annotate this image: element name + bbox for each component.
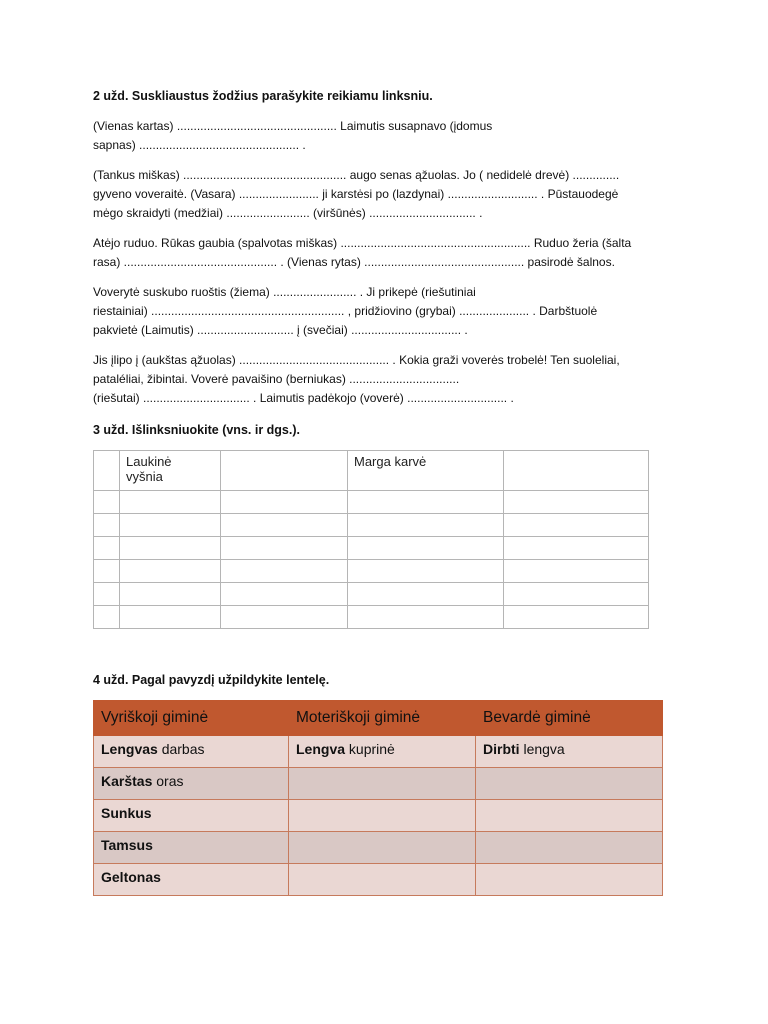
text-line: (riešutai) ................................ . Laimutis padėkojo (voverė) .............................. .: [93, 391, 514, 405]
table-row: [94, 800, 663, 832]
declension-blank-cell[interactable]: [94, 537, 120, 560]
exercise-2-paragraph: [93, 117, 683, 155]
declension-header-cell: Laukinė vyšnia: [120, 451, 221, 491]
declension-blank-cell[interactable]: [221, 491, 348, 514]
declension-header-row: [94, 451, 649, 491]
gender-blank-cell[interactable]: [476, 864, 663, 896]
gender-blank-cell[interactable]: [289, 832, 476, 864]
gender-cell: [476, 736, 663, 768]
gender-blank-cell[interactable]: [289, 864, 476, 896]
gender-blank-cell[interactable]: [476, 800, 663, 832]
declension-blank-cell[interactable]: [504, 606, 649, 629]
cell-keyword: Karštas: [101, 773, 153, 789]
column-neuter: Bevardė giminė: [476, 701, 663, 736]
cell-keyword: Geltonas: [101, 869, 161, 885]
table-row: [94, 491, 649, 514]
declension-blank-cell[interactable]: [348, 606, 504, 629]
gender-table: [93, 700, 663, 896]
declension-table: [93, 450, 649, 629]
declension-blank-cell[interactable]: [94, 560, 120, 583]
declension-header-cell: [94, 451, 120, 491]
declension-blank-cell[interactable]: [504, 491, 649, 514]
text-line: pataléliai, žibintai. Voverė pavaišino (berniukas) .................................: [93, 372, 460, 386]
declension-blank-cell[interactable]: [94, 583, 120, 606]
declension-blank-cell[interactable]: [120, 606, 221, 629]
table-row: [94, 537, 649, 560]
table-row: [94, 736, 663, 768]
declension-blank-cell[interactable]: [504, 560, 649, 583]
gender-cell: [289, 736, 476, 768]
declension-blank-cell[interactable]: [94, 514, 120, 537]
declension-blank-cell[interactable]: [504, 514, 649, 537]
table-row: [94, 832, 663, 864]
table-row: [94, 864, 663, 896]
exercise-4-heading: 4 užd. Pagal pavyzdį užpildykite lentelę.: [93, 673, 330, 687]
cell-keyword: Dirbti: [483, 741, 520, 757]
declension-blank-cell[interactable]: [94, 491, 120, 514]
declension-blank-cell[interactable]: [221, 606, 348, 629]
declension-blank-cell[interactable]: [221, 537, 348, 560]
declension-blank-cell[interactable]: [348, 560, 504, 583]
gender-cell: [94, 768, 289, 800]
declension-blank-cell[interactable]: [120, 583, 221, 606]
gender-blank-cell[interactable]: [289, 800, 476, 832]
text-line: mėgo skraidyti (medžiai) ......................... (viršūnės) ................................ .: [93, 206, 483, 220]
declension-blank-cell[interactable]: [120, 537, 221, 560]
declension-blank-cell[interactable]: [120, 491, 221, 514]
gender-blank-cell[interactable]: [289, 768, 476, 800]
table-row: [94, 560, 649, 583]
declension-blank-cell[interactable]: [94, 606, 120, 629]
cell-rest: lengva: [519, 741, 565, 757]
cell-rest: kuprinė: [345, 741, 395, 757]
exercise-2-paragraph: [93, 234, 683, 272]
declension-header-cell: Marga karvė: [348, 451, 504, 491]
text-line: (Tankus miškas) ................................................. augo senas ąžuolas. Jo ( nedidelė drevė) ..............: [93, 168, 620, 182]
table-row: [94, 583, 649, 606]
declension-blank-cell[interactable]: [348, 491, 504, 514]
text-line: Atėjo ruduo. Rūkas gaubia (spalvotas miškas) ......................................................... Ruduo žeria (šalta: [93, 236, 632, 250]
gender-cell: [94, 800, 289, 832]
gender-table-header: [94, 701, 663, 736]
declension-blank-cell[interactable]: [504, 583, 649, 606]
declension-blank-cell[interactable]: [120, 514, 221, 537]
cell-keyword: Tamsus: [101, 837, 153, 853]
declension-header-cell: [504, 451, 649, 491]
text-line: sapnas) ................................................ .: [93, 138, 306, 152]
exercise-2-paragraph: [93, 166, 683, 223]
cell-keyword: Sunkus: [101, 805, 152, 821]
text-line: Jis įlipo į (aukštas ąžuolas) ............................................. . Kokia graži voverės trobelė! Ten suoleliai,: [93, 353, 620, 367]
gender-cell: [94, 864, 289, 896]
declension-blank-cell[interactable]: [221, 514, 348, 537]
text-line: Voverytė suskubo ruoštis (žiema) ......................... . Ji prikepė (riešutiniai: [93, 285, 476, 299]
declension-blank-cell[interactable]: [120, 560, 221, 583]
exercise-2-heading: 2 užd. Suskliaustus žodžius parašykite reikiamu linksniu.: [93, 89, 433, 103]
text-line: pakvietė (Laimutis) ............................. į (svečiai) ................................. .: [93, 323, 468, 337]
exercise-2-text: [93, 117, 683, 419]
gender-cell: [94, 832, 289, 864]
declension-blank-cell[interactable]: [348, 514, 504, 537]
table-row: [94, 768, 663, 800]
cell-rest: darbas: [157, 741, 205, 757]
exercise-2-paragraph: [93, 283, 683, 340]
exercise-3-heading: 3 užd. Išlinksniuokite (vns. ir dgs.).: [93, 423, 300, 437]
declension-header-cell: [221, 451, 348, 491]
declension-blank-cell[interactable]: [348, 583, 504, 606]
exercise-2-paragraph: [93, 351, 683, 408]
cell-keyword: Lengvas: [101, 741, 158, 757]
text-line: rasa) .............................................. . (Vienas rytas) ................................................ pasirodė šalnos.: [93, 255, 615, 269]
column-masculine: Vyriškoji giminė: [94, 701, 289, 736]
table-row: [94, 514, 649, 537]
declension-blank-cell[interactable]: [504, 537, 649, 560]
declension-blank-cell[interactable]: [348, 537, 504, 560]
column-feminine: Moteriškoji giminė: [289, 701, 476, 736]
declension-blank-cell[interactable]: [221, 583, 348, 606]
cell-keyword: Lengva: [296, 741, 346, 757]
gender-blank-cell[interactable]: [476, 768, 663, 800]
text-line: gyveno voveraitė. (Vasara) ........................ ji karstėsi po (lazdynai) ........................... . Pūstauodegė: [93, 187, 619, 201]
table-row: [94, 606, 649, 629]
cell-rest: oras: [152, 773, 184, 789]
text-line: (Vienas kartas) ................................................ Laimutis susapnavo (įdomus: [93, 119, 493, 133]
gender-blank-cell[interactable]: [476, 832, 663, 864]
declension-blank-cell[interactable]: [221, 560, 348, 583]
text-line: riestainiai) .......................................................... , pridžiovino (grybai) ..................... . Darbštuolė: [93, 304, 598, 318]
gender-cell: [94, 736, 289, 768]
